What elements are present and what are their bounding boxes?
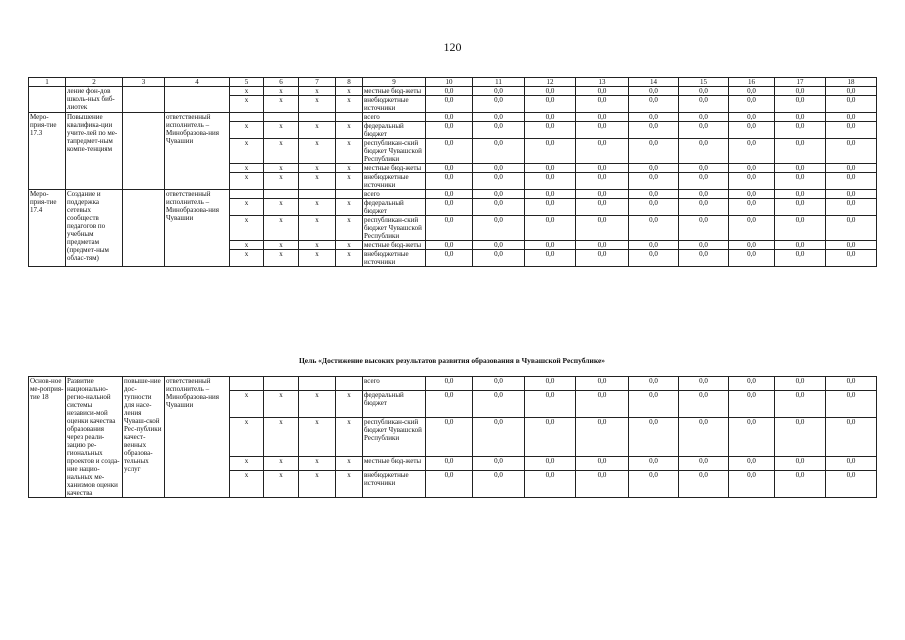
column-number: 15 bbox=[679, 78, 729, 87]
value-cell: 0,0 bbox=[473, 199, 525, 216]
code-cell: x bbox=[264, 391, 299, 418]
value-cell: 0,0 bbox=[679, 122, 729, 139]
code-cell: x bbox=[299, 250, 336, 267]
value-cell: 0,0 bbox=[576, 122, 629, 139]
value-cell: 0,0 bbox=[525, 391, 576, 418]
code-cell: x bbox=[230, 139, 264, 164]
value-cell: 0,0 bbox=[729, 199, 775, 216]
value-cell: 0,0 bbox=[679, 417, 729, 456]
code-cell: x bbox=[264, 457, 299, 471]
value-cell: 0,0 bbox=[426, 113, 473, 122]
value-cell: 0,0 bbox=[629, 173, 679, 190]
value-cell: 0,0 bbox=[576, 250, 629, 267]
value-cell: 0,0 bbox=[826, 377, 877, 391]
value-cell: 0,0 bbox=[473, 87, 525, 96]
value-cell: 0,0 bbox=[426, 391, 473, 418]
value-cell: 0,0 bbox=[576, 190, 629, 199]
event-name-cell bbox=[29, 87, 66, 113]
column-number: 4 bbox=[165, 78, 230, 87]
value-cell: 0,0 bbox=[679, 190, 729, 199]
value-cell: 0,0 bbox=[826, 457, 877, 471]
value-cell: 0,0 bbox=[826, 173, 877, 190]
code-cell: x bbox=[336, 241, 363, 250]
value-cell: 0,0 bbox=[426, 471, 473, 498]
value-cell: 0,0 bbox=[826, 417, 877, 456]
code-cell bbox=[336, 377, 363, 391]
value-cell: 0,0 bbox=[525, 96, 576, 113]
event-description-cell: Повышение квалифика-ции учите-лей по ме-тапредмет-ным компе-тенциям bbox=[66, 113, 123, 190]
value-cell: 0,0 bbox=[426, 250, 473, 267]
value-cell: 0,0 bbox=[775, 190, 826, 199]
executor-cell bbox=[165, 87, 230, 113]
value-cell: 0,0 bbox=[775, 216, 826, 241]
event-name-cell: Меро-прия-тие 17.3 bbox=[29, 113, 66, 190]
value-cell: 0,0 bbox=[473, 190, 525, 199]
expected-result-cell bbox=[123, 190, 165, 267]
funding-source-cell: федеральный бюджет bbox=[363, 391, 426, 418]
column-number: 3 bbox=[123, 78, 165, 87]
funding-source-cell: республикан-ский бюджет Чувашской Республики bbox=[363, 417, 426, 456]
value-cell: 0,0 bbox=[775, 96, 826, 113]
value-cell: 0,0 bbox=[679, 113, 729, 122]
value-cell: 0,0 bbox=[629, 241, 679, 250]
column-number: 16 bbox=[729, 78, 775, 87]
value-cell: 0,0 bbox=[426, 377, 473, 391]
code-cell: x bbox=[230, 164, 264, 173]
column-number: 13 bbox=[576, 78, 629, 87]
code-cell: x bbox=[230, 87, 264, 96]
event-name-cell: Меро-прия-тие 17.4 bbox=[29, 190, 66, 267]
funding-source-cell: республикан-ский бюджет Чувашской Республики bbox=[363, 216, 426, 241]
code-cell: x bbox=[336, 417, 363, 456]
goal-heading: Цель «Достижение высоких результатов развития образования в Чувашской Республике» bbox=[298, 356, 606, 365]
value-cell: 0,0 bbox=[473, 113, 525, 122]
value-cell: 0,0 bbox=[576, 417, 629, 456]
code-cell: x bbox=[299, 139, 336, 164]
value-cell: 0,0 bbox=[826, 250, 877, 267]
value-cell: 0,0 bbox=[525, 417, 576, 456]
code-cell: x bbox=[264, 417, 299, 456]
code-cell: x bbox=[264, 471, 299, 498]
value-cell: 0,0 bbox=[576, 87, 629, 96]
value-cell: 0,0 bbox=[426, 164, 473, 173]
column-number: 12 bbox=[525, 78, 576, 87]
value-cell: 0,0 bbox=[629, 250, 679, 267]
expected-result-cell bbox=[123, 87, 165, 113]
value-cell: 0,0 bbox=[729, 173, 775, 190]
column-number: 1 bbox=[29, 78, 66, 87]
value-cell: 0,0 bbox=[679, 471, 729, 498]
funding-source-cell: внебюджетные источники bbox=[363, 471, 426, 498]
code-cell: x bbox=[336, 122, 363, 139]
value-cell: 0,0 bbox=[629, 122, 679, 139]
value-cell: 0,0 bbox=[426, 199, 473, 216]
code-cell: x bbox=[264, 96, 299, 113]
value-cell: 0,0 bbox=[426, 190, 473, 199]
code-cell: x bbox=[336, 391, 363, 418]
column-number: 10 bbox=[426, 78, 473, 87]
value-cell: 0,0 bbox=[426, 122, 473, 139]
value-cell: 0,0 bbox=[679, 173, 729, 190]
value-cell: 0,0 bbox=[576, 173, 629, 190]
event-description-cell: Развитие национально-регио-нальной системы независи-мой оценки качества образования через реали-зацию ре-гиональных проектов и созда-ние нацио-нальных ме-ханизмов оценки качества bbox=[66, 377, 123, 498]
column-number: 17 bbox=[775, 78, 826, 87]
value-cell: 0,0 bbox=[629, 190, 679, 199]
column-number: 2 bbox=[66, 78, 123, 87]
value-cell: 0,0 bbox=[576, 457, 629, 471]
expected-result-cell: повыше-ние дос-тупности для насе-ления Чуваш-ской Рес-публики качест-венных образова-тельных услуг bbox=[123, 377, 165, 498]
code-cell: x bbox=[299, 122, 336, 139]
expected-result-cell bbox=[123, 113, 165, 190]
event-description-cell: Создание и поддержка сетевых сообществ педагогов по учебным предметам (предмет-ным облас-тям) bbox=[66, 190, 123, 267]
value-cell: 0,0 bbox=[826, 122, 877, 139]
code-cell bbox=[230, 377, 264, 391]
value-cell: 0,0 bbox=[729, 471, 775, 498]
code-cell: x bbox=[299, 471, 336, 498]
code-cell bbox=[299, 113, 336, 122]
code-cell: x bbox=[299, 417, 336, 456]
funding-source-cell: федеральный бюджет bbox=[363, 199, 426, 216]
value-cell: 0,0 bbox=[729, 377, 775, 391]
code-cell: x bbox=[336, 199, 363, 216]
budget-table-top bbox=[28, 77, 877, 267]
value-cell: 0,0 bbox=[426, 173, 473, 190]
code-cell: x bbox=[230, 241, 264, 250]
value-cell: 0,0 bbox=[576, 113, 629, 122]
value-cell: 0,0 bbox=[775, 139, 826, 164]
value-cell: 0,0 bbox=[775, 457, 826, 471]
value-cell: 0,0 bbox=[729, 96, 775, 113]
code-cell: x bbox=[264, 87, 299, 96]
value-cell: 0,0 bbox=[525, 173, 576, 190]
code-cell: x bbox=[336, 173, 363, 190]
value-cell: 0,0 bbox=[729, 122, 775, 139]
value-cell: 0,0 bbox=[525, 199, 576, 216]
value-cell: 0,0 bbox=[576, 241, 629, 250]
funding-source-cell: местные бюд-жеты bbox=[363, 241, 426, 250]
value-cell: 0,0 bbox=[576, 199, 629, 216]
value-cell: 0,0 bbox=[576, 164, 629, 173]
value-cell: 0,0 bbox=[629, 164, 679, 173]
value-cell: 0,0 bbox=[426, 139, 473, 164]
funding-source-cell: внебюджетные источники bbox=[363, 250, 426, 267]
executor-cell: ответственный исполнитель – Минобразова-ния Чувашии bbox=[165, 113, 230, 190]
value-cell: 0,0 bbox=[525, 190, 576, 199]
value-cell: 0,0 bbox=[473, 164, 525, 173]
code-cell: x bbox=[299, 173, 336, 190]
value-cell: 0,0 bbox=[525, 250, 576, 267]
funding-source-cell: местные бюд-жеты bbox=[363, 164, 426, 173]
value-cell: 0,0 bbox=[473, 173, 525, 190]
value-cell: 0,0 bbox=[473, 122, 525, 139]
value-cell: 0,0 bbox=[729, 216, 775, 241]
budget-table-bottom bbox=[28, 376, 877, 498]
value-cell: 0,0 bbox=[775, 164, 826, 173]
code-cell: x bbox=[230, 457, 264, 471]
value-cell: 0,0 bbox=[729, 139, 775, 164]
table-row bbox=[29, 87, 877, 96]
code-cell: x bbox=[336, 471, 363, 498]
value-cell: 0,0 bbox=[729, 190, 775, 199]
code-cell: x bbox=[264, 164, 299, 173]
value-cell: 0,0 bbox=[775, 391, 826, 418]
code-cell: x bbox=[230, 471, 264, 498]
value-cell: 0,0 bbox=[473, 241, 525, 250]
code-cell: x bbox=[299, 199, 336, 216]
value-cell: 0,0 bbox=[826, 241, 877, 250]
value-cell: 0,0 bbox=[826, 139, 877, 164]
value-cell: 0,0 bbox=[679, 139, 729, 164]
value-cell: 0,0 bbox=[473, 250, 525, 267]
code-cell: x bbox=[230, 250, 264, 267]
value-cell: 0,0 bbox=[826, 216, 877, 241]
column-number: 7 bbox=[299, 78, 336, 87]
value-cell: 0,0 bbox=[629, 391, 679, 418]
value-cell: 0,0 bbox=[826, 190, 877, 199]
code-cell: x bbox=[264, 122, 299, 139]
value-cell: 0,0 bbox=[525, 122, 576, 139]
header-row bbox=[29, 78, 877, 87]
code-cell: x bbox=[264, 139, 299, 164]
funding-source-cell: внебюджетные источники bbox=[363, 173, 426, 190]
funding-source-cell: всего bbox=[363, 377, 426, 391]
value-cell: 0,0 bbox=[629, 113, 679, 122]
value-cell: 0,0 bbox=[629, 417, 679, 456]
value-cell: 0,0 bbox=[473, 457, 525, 471]
code-cell: x bbox=[230, 417, 264, 456]
value-cell: 0,0 bbox=[426, 457, 473, 471]
code-cell bbox=[299, 190, 336, 199]
value-cell: 0,0 bbox=[775, 241, 826, 250]
value-cell: 0,0 bbox=[629, 199, 679, 216]
value-cell: 0,0 bbox=[629, 139, 679, 164]
value-cell: 0,0 bbox=[775, 173, 826, 190]
code-cell: x bbox=[336, 457, 363, 471]
code-cell: x bbox=[336, 216, 363, 241]
value-cell: 0,0 bbox=[679, 377, 729, 391]
value-cell: 0,0 bbox=[775, 87, 826, 96]
value-cell: 0,0 bbox=[679, 391, 729, 418]
value-cell: 0,0 bbox=[473, 417, 525, 456]
value-cell: 0,0 bbox=[426, 216, 473, 241]
value-cell: 0,0 bbox=[826, 96, 877, 113]
value-cell: 0,0 bbox=[775, 199, 826, 216]
value-cell: 0,0 bbox=[729, 250, 775, 267]
code-cell: x bbox=[299, 241, 336, 250]
value-cell: 0,0 bbox=[826, 471, 877, 498]
code-cell: x bbox=[230, 122, 264, 139]
value-cell: 0,0 bbox=[525, 377, 576, 391]
funding-source-cell: всего bbox=[363, 113, 426, 122]
code-cell: x bbox=[230, 216, 264, 241]
value-cell: 0,0 bbox=[525, 457, 576, 471]
code-cell: x bbox=[264, 216, 299, 241]
column-number: 5 bbox=[230, 78, 264, 87]
value-cell: 0,0 bbox=[679, 216, 729, 241]
value-cell: 0,0 bbox=[679, 250, 729, 267]
value-cell: 0,0 bbox=[473, 377, 525, 391]
value-cell: 0,0 bbox=[679, 87, 729, 96]
executor-cell: ответственный исполнитель – Минобразова-ния Чувашии bbox=[165, 377, 230, 498]
value-cell: 0,0 bbox=[576, 471, 629, 498]
column-number: 11 bbox=[473, 78, 525, 87]
value-cell: 0,0 bbox=[473, 216, 525, 241]
code-cell: x bbox=[299, 164, 336, 173]
value-cell: 0,0 bbox=[775, 417, 826, 456]
value-cell: 0,0 bbox=[729, 87, 775, 96]
column-number: 14 bbox=[629, 78, 679, 87]
value-cell: 0,0 bbox=[473, 391, 525, 418]
value-cell: 0,0 bbox=[826, 199, 877, 216]
code-cell: x bbox=[230, 391, 264, 418]
table-row bbox=[29, 113, 877, 122]
value-cell: 0,0 bbox=[775, 471, 826, 498]
value-cell: 0,0 bbox=[426, 96, 473, 113]
value-cell: 0,0 bbox=[576, 96, 629, 113]
event-description-cell: ление фон-дов школь-ных биб-лиотек bbox=[66, 87, 123, 113]
value-cell: 0,0 bbox=[826, 164, 877, 173]
value-cell: 0,0 bbox=[775, 377, 826, 391]
code-cell bbox=[336, 190, 363, 199]
value-cell: 0,0 bbox=[525, 241, 576, 250]
code-cell bbox=[299, 377, 336, 391]
code-cell: x bbox=[264, 199, 299, 216]
value-cell: 0,0 bbox=[629, 471, 679, 498]
funding-source-cell: федеральный бюджет bbox=[363, 122, 426, 139]
code-cell: x bbox=[299, 457, 336, 471]
value-cell: 0,0 bbox=[629, 457, 679, 471]
value-cell: 0,0 bbox=[629, 87, 679, 96]
value-cell: 0,0 bbox=[679, 241, 729, 250]
code-cell: x bbox=[336, 250, 363, 267]
funding-source-cell: местные бюд-жеты bbox=[363, 87, 426, 96]
value-cell: 0,0 bbox=[576, 139, 629, 164]
code-cell: x bbox=[299, 96, 336, 113]
column-number: 18 bbox=[826, 78, 877, 87]
value-cell: 0,0 bbox=[576, 216, 629, 241]
code-cell: x bbox=[299, 87, 336, 96]
value-cell: 0,0 bbox=[629, 96, 679, 113]
value-cell: 0,0 bbox=[729, 391, 775, 418]
code-cell bbox=[230, 190, 264, 199]
code-cell: x bbox=[230, 199, 264, 216]
funding-source-cell: всего bbox=[363, 190, 426, 199]
value-cell: 0,0 bbox=[629, 377, 679, 391]
code-cell: x bbox=[230, 173, 264, 190]
code-cell: x bbox=[336, 164, 363, 173]
value-cell: 0,0 bbox=[679, 457, 729, 471]
value-cell: 0,0 bbox=[576, 391, 629, 418]
value-cell: 0,0 bbox=[473, 139, 525, 164]
value-cell: 0,0 bbox=[473, 471, 525, 498]
value-cell: 0,0 bbox=[729, 241, 775, 250]
event-name-cell: Основ-ное ме-роприя-тие 18 bbox=[29, 377, 66, 498]
code-cell: x bbox=[336, 87, 363, 96]
value-cell: 0,0 bbox=[775, 113, 826, 122]
value-cell: 0,0 bbox=[826, 87, 877, 96]
column-number: 6 bbox=[264, 78, 299, 87]
value-cell: 0,0 bbox=[426, 241, 473, 250]
code-cell: x bbox=[299, 391, 336, 418]
value-cell: 0,0 bbox=[729, 417, 775, 456]
column-number: 8 bbox=[336, 78, 363, 87]
value-cell: 0,0 bbox=[525, 164, 576, 173]
code-cell bbox=[336, 113, 363, 122]
value-cell: 0,0 bbox=[525, 87, 576, 96]
value-cell: 0,0 bbox=[525, 216, 576, 241]
value-cell: 0,0 bbox=[679, 199, 729, 216]
value-cell: 0,0 bbox=[729, 457, 775, 471]
funding-source-cell: республикан-ский бюджет Чувашской Республики bbox=[363, 139, 426, 164]
value-cell: 0,0 bbox=[826, 113, 877, 122]
value-cell: 0,0 bbox=[679, 96, 729, 113]
value-cell: 0,0 bbox=[576, 377, 629, 391]
value-cell: 0,0 bbox=[525, 113, 576, 122]
table-row bbox=[29, 377, 877, 391]
value-cell: 0,0 bbox=[775, 122, 826, 139]
code-cell: x bbox=[336, 96, 363, 113]
value-cell: 0,0 bbox=[729, 113, 775, 122]
code-cell bbox=[264, 377, 299, 391]
funding-source-cell: внебюджетные источники bbox=[363, 96, 426, 113]
column-number: 9 bbox=[363, 78, 426, 87]
value-cell: 0,0 bbox=[775, 250, 826, 267]
code-cell bbox=[264, 190, 299, 199]
value-cell: 0,0 bbox=[426, 87, 473, 96]
value-cell: 0,0 bbox=[525, 139, 576, 164]
value-cell: 0,0 bbox=[525, 471, 576, 498]
code-cell bbox=[230, 113, 264, 122]
code-cell: x bbox=[264, 173, 299, 190]
code-cell: x bbox=[264, 250, 299, 267]
code-cell: x bbox=[336, 139, 363, 164]
executor-cell: ответственный исполнитель – Минобразова-ния Чувашии bbox=[165, 190, 230, 267]
table-row bbox=[29, 190, 877, 199]
value-cell: 0,0 bbox=[826, 391, 877, 418]
value-cell: 0,0 bbox=[426, 417, 473, 456]
code-cell bbox=[264, 113, 299, 122]
code-cell: x bbox=[264, 241, 299, 250]
funding-source-cell: местные бюд-жеты bbox=[363, 457, 426, 471]
page-number: 120 bbox=[443, 40, 462, 54]
value-cell: 0,0 bbox=[629, 216, 679, 241]
value-cell: 0,0 bbox=[473, 96, 525, 113]
code-cell: x bbox=[299, 216, 336, 241]
code-cell: x bbox=[230, 96, 264, 113]
value-cell: 0,0 bbox=[679, 164, 729, 173]
value-cell: 0,0 bbox=[729, 164, 775, 173]
